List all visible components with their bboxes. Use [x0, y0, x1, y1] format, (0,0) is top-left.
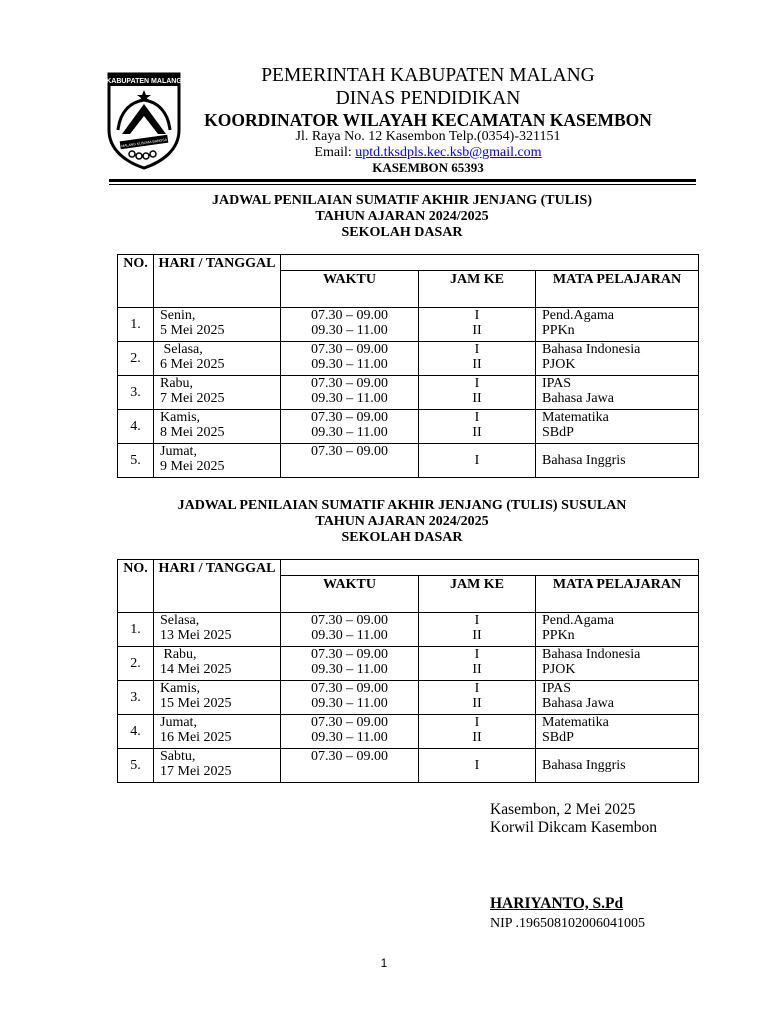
col-header-no: NO.: [118, 255, 154, 308]
row-no: 5.: [118, 444, 154, 478]
row-day: Jumat,: [160, 715, 197, 730]
row-jam-2: II: [472, 628, 482, 643]
row-jam-1: I: [474, 376, 480, 391]
schedule2-title-line3: SEKOLAH DASAR: [341, 530, 463, 545]
row-no: 3.: [118, 376, 154, 410]
row-day: Sabtu,: [160, 749, 196, 764]
row-date-cell: [154, 749, 281, 783]
table-row: [118, 444, 699, 478]
schedule1-table: [117, 254, 699, 478]
row-day: Selasa,: [160, 342, 203, 357]
row-date-cell: [154, 410, 281, 444]
col-header-waktu: WAKTU: [281, 271, 419, 308]
row-date: 13 Mei 2025: [160, 628, 232, 643]
row-subject-cell: [536, 749, 699, 783]
row-subject-cell: [536, 444, 699, 478]
letterhead-department: DINAS PENDIDIKAN: [335, 88, 521, 109]
schedule2-header-row: [118, 560, 699, 576]
row-time-1: 07.30 – 09.00: [311, 342, 388, 357]
letterhead-email-line: [190, 145, 666, 161]
row-time-1: 07.30 – 09.00: [311, 715, 388, 730]
row-date: 5 Mei 2025: [160, 323, 225, 338]
crest-top-text: KABUPATEN MALANG: [106, 78, 182, 85]
letterhead-address: Jl. Raya No. 12 Kasembon Telp.(0354)-321151: [295, 129, 561, 144]
row-subject-1: Bahasa Indonesia: [542, 342, 641, 357]
row-subject-1: Bahasa Inggris: [542, 453, 626, 468]
row-subject-cell: [536, 342, 699, 376]
row-jam-1: I: [474, 681, 480, 696]
row-jam-cell: [419, 613, 536, 647]
row-jam-cell: [419, 749, 536, 783]
row-time-2: 09.30 – 11.00: [311, 662, 388, 677]
row-date-cell: [154, 342, 281, 376]
schedule1-title-line1: JADWAL PENILAIAN SUMATIF AKHIR JENJANG (TULIS): [212, 193, 592, 208]
row-date-cell: [154, 613, 281, 647]
row-day: Rabu,: [160, 376, 194, 391]
kabupaten-malang-crest-logo: [106, 72, 182, 170]
row-subject-cell: [536, 376, 699, 410]
row-no: 5.: [118, 749, 154, 783]
row-no: 2.: [118, 647, 154, 681]
row-time-cell: [281, 647, 419, 681]
row-subject-2: SBdP: [542, 730, 574, 745]
table-row: [118, 376, 699, 410]
row-jam-cell: [419, 647, 536, 681]
row-time-cell: [281, 376, 419, 410]
row-date: 14 Mei 2025: [160, 662, 232, 677]
row-date: 7 Mei 2025: [160, 391, 225, 406]
table-row: [118, 749, 699, 783]
row-time-2: 09.30 – 11.00: [311, 696, 388, 711]
row-date-cell: [154, 681, 281, 715]
row-subject-cell: [536, 647, 699, 681]
schedule2-title: [100, 498, 704, 546]
letterhead-government: PEMERINTAH KABUPATEN MALANG: [261, 65, 595, 86]
row-date: 15 Mei 2025: [160, 696, 232, 711]
row-date: 8 Mei 2025: [160, 425, 225, 440]
row-time-cell: [281, 342, 419, 376]
row-jam-1: I: [474, 308, 480, 323]
letterhead-coordinator: KOORDINATOR WILAYAH KECAMATAN KASEMBON: [204, 110, 652, 130]
row-jam-1: I: [474, 758, 480, 773]
row-jam-2: II: [472, 391, 482, 406]
row-subject-2: Bahasa Jawa: [542, 696, 614, 711]
row-jam-2: II: [472, 357, 482, 372]
schedule2-title-line2: TAHUN AJARAN 2024/2025: [315, 514, 489, 529]
schedule1-title: [100, 193, 704, 241]
letterhead-rule-thin: [109, 184, 696, 185]
schedule1-title-line3: SEKOLAH DASAR: [341, 225, 463, 240]
row-time-cell: [281, 308, 419, 342]
row-subject-2: Bahasa Jawa: [542, 391, 614, 406]
row-jam-cell: [419, 715, 536, 749]
row-jam-2: II: [472, 662, 482, 677]
row-no: 1.: [118, 308, 154, 342]
row-time-2: 09.30 – 11.00: [311, 323, 388, 338]
row-jam-1: I: [474, 410, 480, 425]
row-time-1: 07.30 – 09.00: [311, 749, 388, 764]
table-row: [118, 613, 699, 647]
row-no: 4.: [118, 715, 154, 749]
row-subject-2: PPKn: [542, 323, 575, 338]
col-header-hari: HARI / TANGGAL: [154, 255, 281, 308]
row-time-cell: [281, 749, 419, 783]
row-subject-1: Pend.Agama: [542, 613, 614, 628]
row-jam-cell: [419, 342, 536, 376]
row-day: Jumat,: [160, 444, 197, 459]
signature-name: HARIYANTO, S.Pd: [490, 895, 624, 912]
signature-place-date: Kasembon, 2 Mei 2025: [490, 801, 636, 818]
row-subject-1: IPAS: [542, 376, 572, 391]
letterhead-city-code: KASEMBON 65393: [372, 160, 484, 175]
signature-nip: NIP .196508102006041005: [490, 916, 646, 931]
row-time-1: 07.30 – 09.00: [311, 376, 388, 391]
col-header-jam: JAM KE: [419, 576, 536, 613]
email-label: Email:: [314, 145, 356, 160]
row-jam-cell: [419, 376, 536, 410]
table-row: [118, 342, 699, 376]
row-time-2: 09.30 – 11.00: [311, 730, 388, 745]
row-jam-cell: [419, 410, 536, 444]
row-subject-1: IPAS: [542, 681, 572, 696]
table-row: [118, 308, 699, 342]
row-jam-cell: [419, 308, 536, 342]
row-jam-cell: [419, 681, 536, 715]
row-subject-cell: [536, 715, 699, 749]
row-no: 3.: [118, 681, 154, 715]
row-time-cell: [281, 613, 419, 647]
table-row: [118, 647, 699, 681]
row-subject-cell: [536, 613, 699, 647]
row-time-cell: [281, 444, 419, 478]
row-jam-1: I: [474, 647, 480, 662]
row-subject-2: PJOK: [542, 357, 576, 372]
row-time-cell: [281, 410, 419, 444]
schedule1-title-line2: TAHUN AJARAN 2024/2025: [315, 209, 489, 224]
row-day: Selasa,: [160, 613, 200, 628]
col-header-spacer: [281, 560, 699, 576]
schedule1-header-row: [118, 255, 699, 271]
row-subject-cell: [536, 410, 699, 444]
row-date: 17 Mei 2025: [160, 764, 232, 779]
row-jam-cell: [419, 444, 536, 478]
row-subject-2: PPKn: [542, 628, 575, 643]
row-date: 16 Mei 2025: [160, 730, 232, 745]
page-number: 1: [380, 956, 388, 970]
row-subject-1: Bahasa Inggris: [542, 758, 626, 773]
row-time-2: 09.30 – 11.00: [311, 628, 388, 643]
schedule2-title-line1: JADWAL PENILAIAN SUMATIF AKHIR JENJANG (TULIS) SUSULAN: [177, 498, 627, 513]
row-time-2: 09.30 – 11.00: [311, 391, 388, 406]
row-jam-1: I: [474, 613, 480, 628]
row-subject-2: SBdP: [542, 425, 574, 440]
letterhead-rule-thick: [109, 179, 696, 182]
row-jam-2: II: [472, 425, 482, 440]
row-jam-1: I: [474, 453, 480, 468]
row-date-cell: [154, 308, 281, 342]
row-subject-2: PJOK: [542, 662, 576, 677]
col-header-jam: JAM KE: [419, 271, 536, 308]
table-row: [118, 410, 699, 444]
row-jam-2: II: [472, 696, 482, 711]
row-date-cell: [154, 376, 281, 410]
row-time-2: 09.30 – 11.00: [311, 425, 388, 440]
signature-position: Korwil Dikcam Kasembon: [490, 819, 658, 836]
col-header-no: NO.: [118, 560, 154, 613]
row-time-1: 07.30 – 09.00: [311, 308, 388, 323]
row-date-cell: [154, 715, 281, 749]
crest-banner-text: MALANG KUSUMA BANGSA: [121, 137, 168, 149]
col-header-hari: HARI / TANGGAL: [154, 560, 281, 613]
row-jam-2: II: [472, 323, 482, 338]
row-subject-1: Matematika: [542, 410, 609, 425]
row-subject-1: Bahasa Indonesia: [542, 647, 641, 662]
row-time-1: 07.30 – 09.00: [311, 444, 388, 459]
row-day: Rabu,: [160, 647, 197, 662]
row-date: 6 Mei 2025: [160, 357, 225, 372]
row-jam-2: II: [472, 730, 482, 745]
row-day: Senin,: [160, 308, 196, 323]
col-header-waktu: WAKTU: [281, 576, 419, 613]
table-row: [118, 715, 699, 749]
schedule2-table: [117, 559, 699, 783]
row-subject-1: Matematika: [542, 715, 609, 730]
row-date: 9 Mei 2025: [160, 459, 225, 474]
row-jam-1: I: [474, 342, 480, 357]
col-header-mata: MATA PELAJARAN: [536, 271, 699, 308]
col-header-spacer: [281, 255, 699, 271]
row-time-1: 07.30 – 09.00: [311, 681, 388, 696]
row-day: Kamis,: [160, 410, 201, 425]
row-no: 2.: [118, 342, 154, 376]
row-time-1: 07.30 – 09.00: [311, 647, 388, 662]
row-day: Kamis,: [160, 681, 201, 696]
row-time-cell: [281, 681, 419, 715]
row-time-1: 07.30 – 09.00: [311, 410, 388, 425]
row-subject-cell: [536, 681, 699, 715]
row-time-2: 09.30 – 11.00: [311, 357, 388, 372]
row-date-cell: [154, 647, 281, 681]
row-time-1: 07.30 – 09.00: [311, 613, 388, 628]
row-subject-1: Pend.Agama: [542, 308, 614, 323]
row-time-cell: [281, 715, 419, 749]
col-header-mata: MATA PELAJARAN: [536, 576, 699, 613]
table-row: [118, 681, 699, 715]
row-no: 4.: [118, 410, 154, 444]
email-link[interactable]: uptd.tksdpls.kec.ksb@gmail.com: [355, 145, 542, 160]
row-subject-cell: [536, 308, 699, 342]
row-no: 1.: [118, 613, 154, 647]
row-jam-1: I: [474, 715, 480, 730]
row-date-cell: [154, 444, 281, 478]
